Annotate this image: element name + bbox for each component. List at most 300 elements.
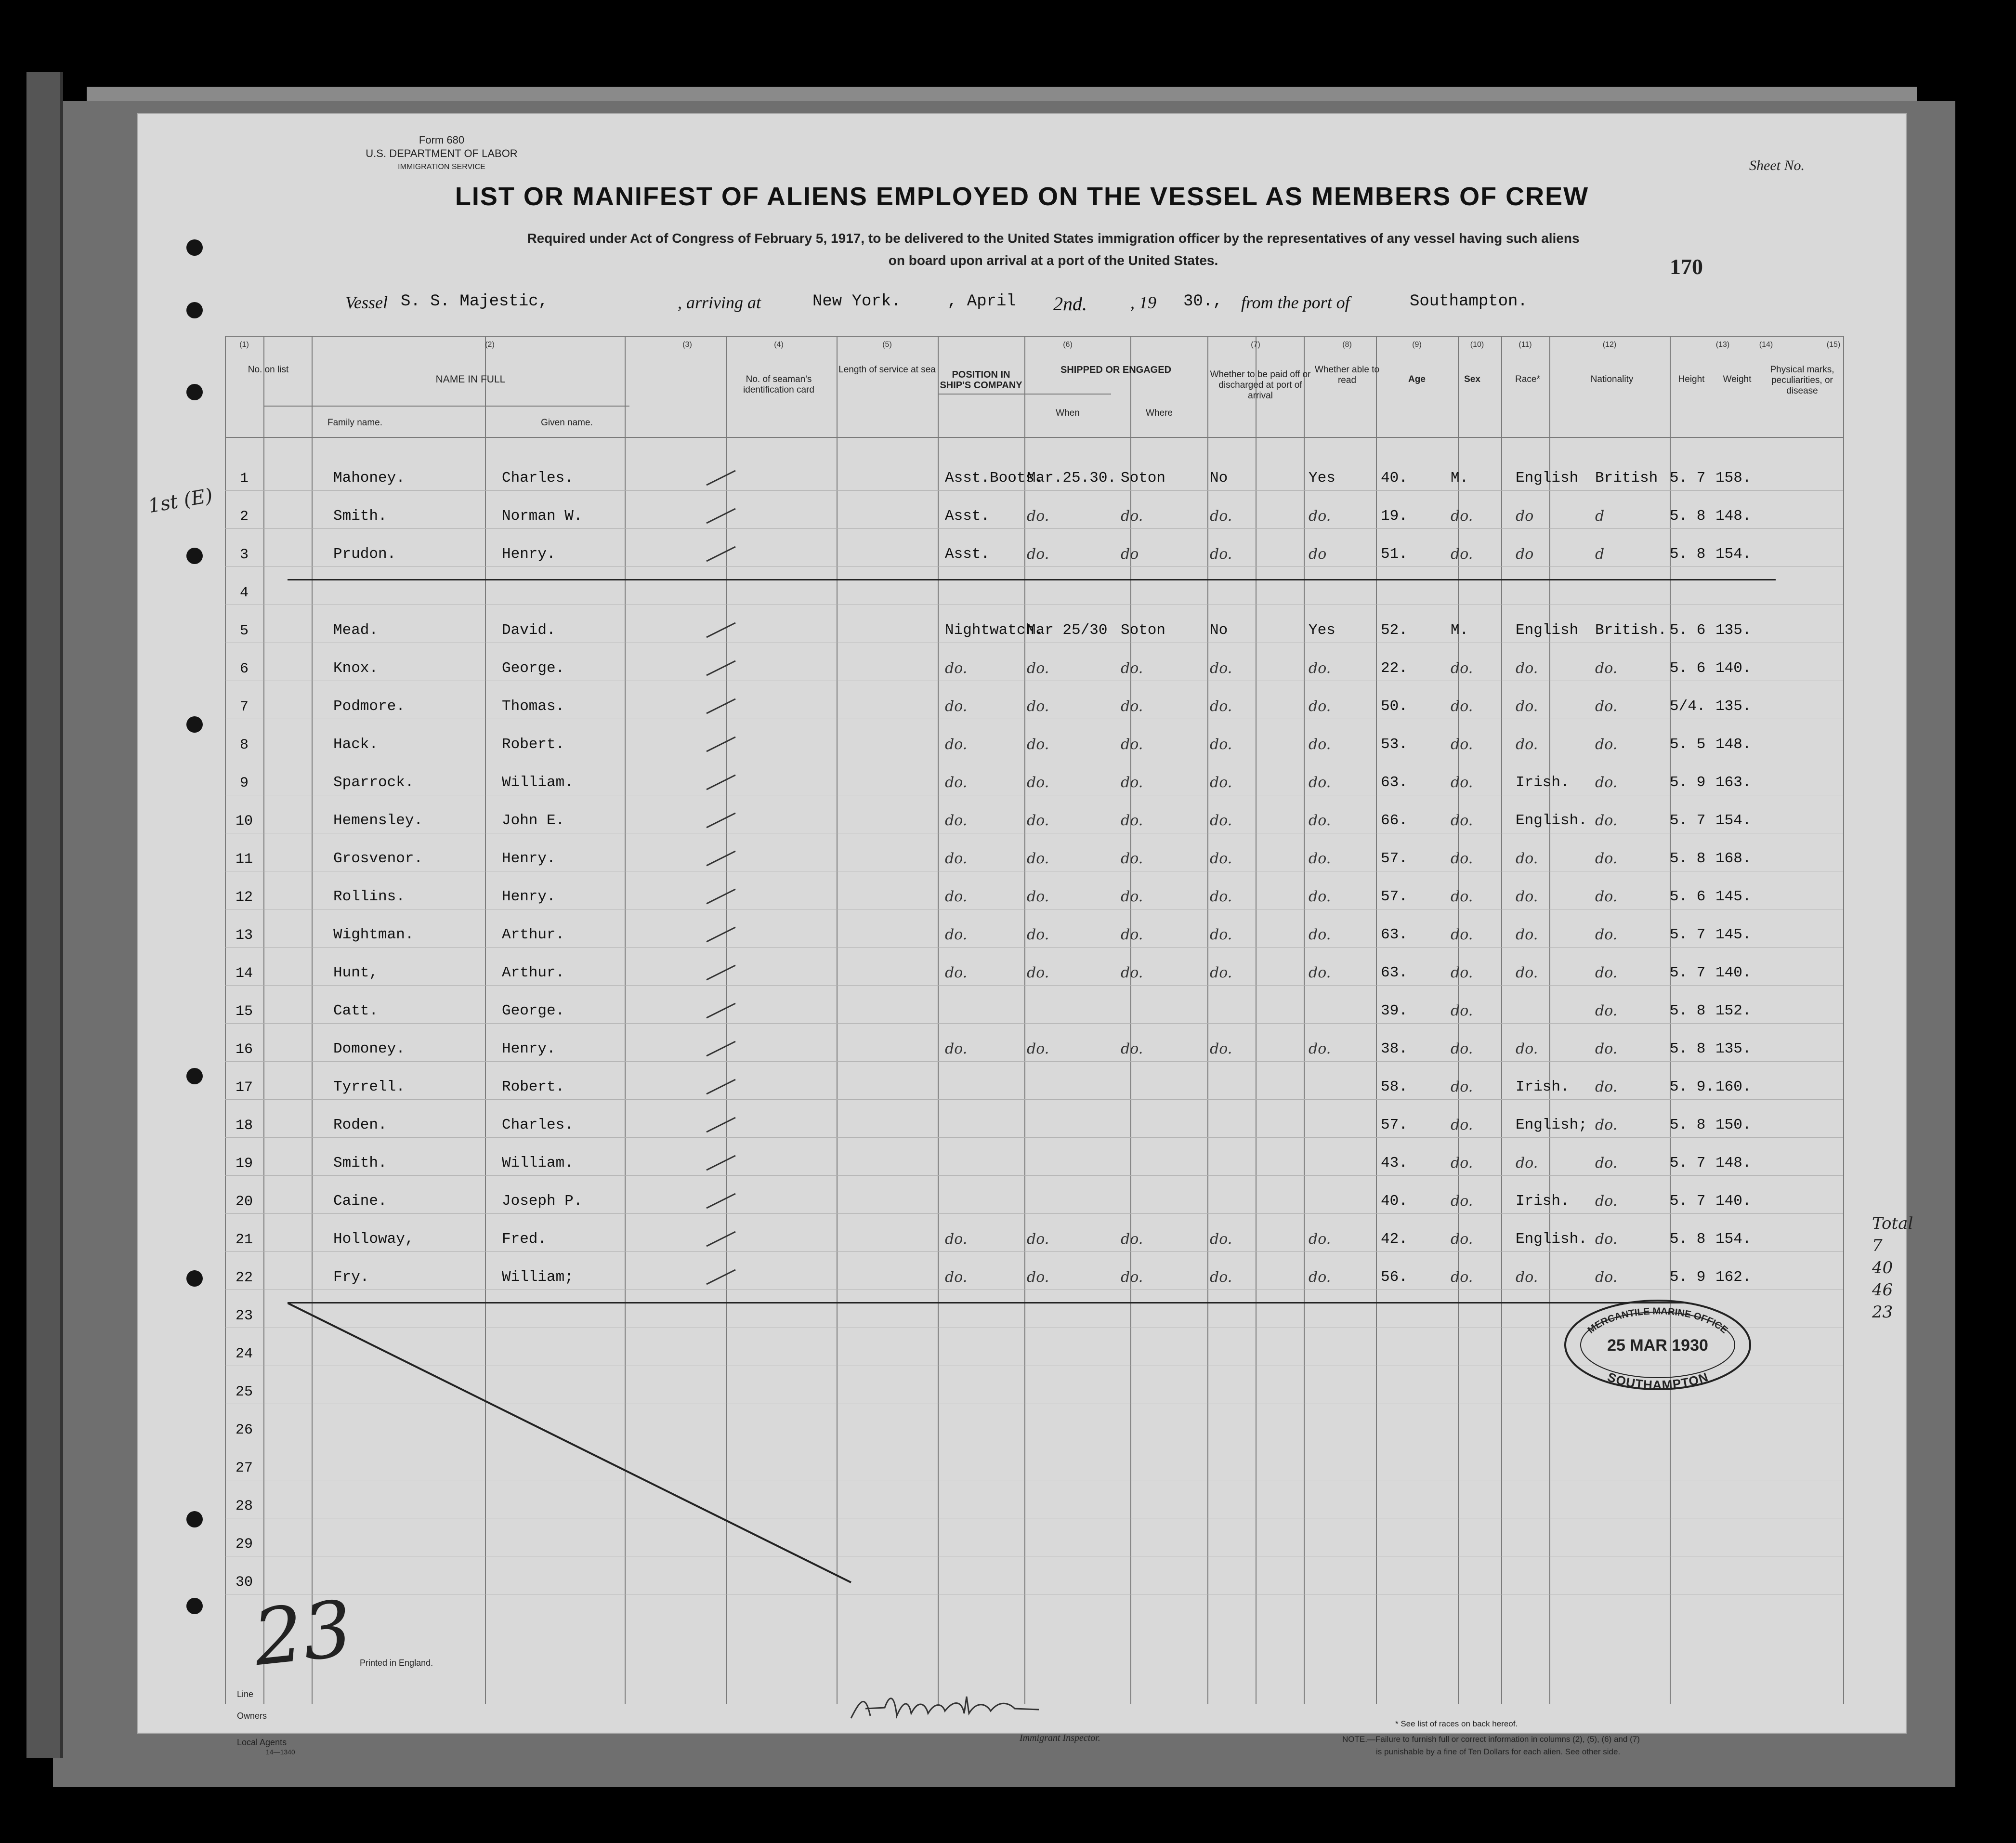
cell-when: do. — [1027, 1040, 1049, 1057]
row-number: 15 — [235, 1003, 253, 1020]
cell-given: Charles. — [502, 1117, 574, 1133]
check-mark — [707, 927, 735, 942]
cell-paid: do. — [1210, 888, 1232, 905]
right-margin-tally — [1872, 1212, 1913, 1323]
cell-weight: 140. — [1715, 660, 1752, 677]
punch-hole — [186, 1270, 203, 1287]
crew-table — [225, 336, 1843, 1704]
cell-given: Joseph P. — [502, 1193, 583, 1210]
column-rule — [1670, 336, 1671, 1704]
column-rule — [1843, 336, 1844, 1704]
cell-nat: do. — [1595, 964, 1618, 981]
cell-family: Sparrock. — [333, 774, 414, 791]
cell-pos: do. — [945, 736, 968, 753]
cell-given: Arthur. — [502, 926, 565, 943]
cell-nat: do. — [1595, 1040, 1618, 1057]
tally-value: 23 — [1872, 1303, 1893, 1322]
form-reference: 14—1340 — [266, 1748, 295, 1756]
header-race: Race* — [1515, 374, 1540, 384]
header-length-service: Length of service at sea — [838, 365, 936, 375]
column-number: (14) — [1759, 341, 1773, 349]
column-number: (4) — [774, 341, 784, 349]
stamp-top-text: MERCANTILE MARINE OFFICE — [1585, 1306, 1730, 1336]
header-paid-off: Whether to be paid off or discharged at port of arrival — [1210, 369, 1311, 401]
cell-given: Norman W. — [502, 508, 583, 525]
cell-pos: Asst.Boots. — [945, 470, 1044, 487]
cell-family: Prudon. — [333, 546, 396, 563]
check-mark — [707, 1156, 735, 1170]
check-mark — [707, 851, 735, 866]
column-rule — [225, 336, 226, 1704]
cell-when: Mar.25.30. — [1027, 470, 1117, 487]
cell-weight: 154. — [1715, 1231, 1752, 1248]
check-mark — [707, 547, 735, 561]
row-rule — [225, 528, 1843, 529]
cell-family: Rollins. — [333, 888, 405, 905]
cell-weight: 135. — [1715, 622, 1752, 639]
cell-sex: do. — [1451, 1079, 1473, 1095]
column-rule — [263, 336, 264, 1704]
cell-weight: 168. — [1715, 850, 1752, 867]
cell-age: 39. — [1381, 1002, 1408, 1019]
row-rule — [225, 1023, 1843, 1024]
row-number: 3 — [239, 547, 249, 563]
row-number: 1 — [239, 471, 249, 487]
row-number: 21 — [235, 1232, 253, 1248]
check-mark — [707, 509, 735, 523]
cell-height: 5. 7 — [1670, 964, 1706, 981]
cell-where: do. — [1121, 1269, 1143, 1286]
departure-port: Southampton. — [1410, 292, 1528, 311]
cell-pos: do. — [945, 1231, 968, 1248]
cell-race: do. — [1516, 1155, 1538, 1172]
cell-race: do. — [1516, 888, 1538, 905]
row-rule — [225, 1137, 1843, 1138]
cell-nat: d — [1595, 508, 1605, 525]
cell-paid: do. — [1210, 926, 1232, 943]
cell-height: 5. 8 — [1670, 1002, 1706, 1019]
cell-nat: do. — [1595, 850, 1618, 867]
row-number: 12 — [235, 889, 253, 906]
cell-pos: do. — [945, 1040, 968, 1057]
cell-age: 63. — [1381, 926, 1408, 943]
cell-age: 38. — [1381, 1040, 1408, 1057]
cell-family: Caine. — [333, 1193, 387, 1210]
cell-race: do. — [1516, 964, 1538, 981]
handwritten-total: 23 — [249, 1583, 356, 1684]
cell-read: Yes — [1309, 622, 1335, 639]
column-rule — [1256, 336, 1257, 1704]
cell-weight: 135. — [1715, 698, 1752, 715]
row-rule — [225, 947, 1843, 948]
column-number: (15) — [1826, 341, 1841, 349]
cell-weight: 148. — [1715, 508, 1752, 525]
cell-sex: do. — [1451, 1117, 1473, 1133]
column-rule — [1501, 336, 1502, 1704]
cell-read: do. — [1309, 812, 1331, 829]
cell-sex: do. — [1451, 736, 1473, 753]
row-number: 13 — [235, 927, 253, 944]
header-given-name: Given name. — [541, 418, 593, 428]
cell-pos: do. — [945, 698, 968, 715]
cell-given: John E. — [502, 812, 565, 829]
header-when: When — [1056, 408, 1080, 418]
races-footnote: * See list of races on back hereof. — [1395, 1719, 1518, 1728]
cell-weight: 154. — [1715, 812, 1752, 829]
cell-read: do. — [1309, 1040, 1331, 1057]
cell-family: Grosvenor. — [333, 850, 423, 867]
cell-when: do. — [1027, 774, 1049, 791]
cell-family: Smith. — [333, 1155, 387, 1172]
row-number: 23 — [235, 1308, 253, 1324]
cell-family: Wightman. — [333, 926, 414, 943]
cell-height: 5. 8 — [1670, 1117, 1706, 1133]
header-height: Height — [1678, 374, 1705, 384]
cell-age: 42. — [1381, 1231, 1408, 1248]
cell-read: do. — [1309, 774, 1331, 791]
cell-sex: do. — [1451, 508, 1473, 525]
cell-pos: do. — [945, 660, 968, 677]
cell-sex: do. — [1451, 964, 1473, 981]
column-number: (13) — [1715, 341, 1730, 349]
cell-race: English; — [1516, 1117, 1587, 1133]
cell-age: 52. — [1381, 622, 1408, 639]
cell-pos: Asst. — [945, 546, 990, 563]
cell-height: 5. 6 — [1670, 888, 1706, 905]
column-number: (2) — [485, 341, 495, 349]
cell-read: do — [1309, 546, 1327, 563]
header-position: POSITION IN SHIP'S COMPANY — [940, 369, 1022, 391]
from-port-label: from the port of — [1241, 293, 1350, 312]
cell-read: do. — [1309, 964, 1331, 981]
cell-age: 63. — [1381, 774, 1408, 791]
check-mark — [707, 1194, 735, 1208]
row-number: 7 — [239, 699, 249, 715]
document-title: LIST OR MANIFEST OF ALIENS EMPLOYED ON THE VESSEL AS MEMBERS OF CREW — [455, 182, 1589, 211]
check-mark — [707, 1232, 735, 1246]
cell-race: English. — [1516, 1231, 1587, 1248]
column-number: (7) — [1251, 341, 1260, 349]
cell-read: do. — [1309, 1269, 1331, 1286]
cell-race: do. — [1516, 1040, 1538, 1057]
check-mark — [707, 661, 735, 675]
cell-height: 5. 5 — [1670, 736, 1706, 753]
cell-height: 5/4. — [1670, 698, 1706, 715]
cell-given: Henry. — [502, 1040, 556, 1057]
cell-height: 5. 6 — [1670, 660, 1706, 677]
check-mark — [707, 965, 735, 980]
cell-where: do. — [1121, 1040, 1143, 1057]
cell-race: English — [1516, 622, 1579, 639]
check-marks — [702, 461, 808, 1317]
cell-sex: M. — [1451, 622, 1469, 639]
cell-nat: do. — [1595, 1002, 1618, 1019]
cell-when: do. — [1027, 736, 1049, 753]
cell-height: 5. 8 — [1670, 1231, 1706, 1248]
printed-in-england: Printed in England. — [360, 1658, 433, 1668]
form-identification — [340, 133, 543, 174]
cell-read: Yes — [1309, 470, 1335, 487]
cell-age: 57. — [1381, 1117, 1408, 1133]
cell-height: 5. 7 — [1670, 926, 1706, 943]
cell-height: 5. 8 — [1670, 1040, 1706, 1057]
inspector-label: Immigrant Inspector. — [1020, 1733, 1100, 1743]
cell-when: do. — [1027, 660, 1049, 677]
cell-given: Henry. — [502, 546, 556, 563]
cell-where: do. — [1121, 926, 1143, 943]
cell-paid: do. — [1210, 1269, 1232, 1286]
cell-given: George. — [502, 1002, 565, 1019]
row-number: 4 — [239, 585, 249, 601]
row-rule — [225, 985, 1843, 986]
cell-sex: do. — [1451, 660, 1473, 677]
cell-given: Robert. — [502, 1079, 565, 1095]
cell-nat: d — [1595, 546, 1605, 563]
column-rule — [1458, 336, 1459, 1704]
cell-paid: do. — [1210, 850, 1232, 867]
cell-race: Irish. — [1516, 1193, 1570, 1210]
column-number: (6) — [1063, 341, 1073, 349]
row-rule — [225, 1061, 1843, 1062]
cell-family: Fry. — [333, 1269, 369, 1286]
stamp-bottom-text: SOUTHAMPTON — [1605, 1369, 1710, 1393]
cell-when: do. — [1027, 926, 1049, 943]
cell-height: 5. 6 — [1670, 622, 1706, 639]
row-number: 25 — [235, 1384, 253, 1400]
cell-paid: do. — [1210, 546, 1232, 563]
cell-nat: do. — [1595, 660, 1618, 677]
row-rule — [225, 490, 1843, 491]
cell-sex: do. — [1451, 1269, 1473, 1286]
cell-weight: 160. — [1715, 1079, 1752, 1095]
department-name: U.S. DEPARTMENT OF LABOR — [366, 147, 518, 159]
row-number: 18 — [235, 1118, 253, 1134]
cell-given: Robert. — [502, 736, 565, 753]
cell-height: 5. 8 — [1670, 508, 1706, 525]
cell-given: William; — [502, 1269, 574, 1286]
cell-given: Arthur. — [502, 964, 565, 981]
mercantile-marine-office-stamp — [1561, 1297, 1754, 1393]
cell-when: do. — [1027, 812, 1049, 829]
cell-weight: 148. — [1715, 1155, 1752, 1172]
column-rule — [1130, 336, 1131, 1704]
row-number: 8 — [239, 737, 249, 753]
vessel-label: Vessel — [345, 293, 388, 312]
cell-weight: 145. — [1715, 888, 1752, 905]
cell-when: do. — [1027, 546, 1049, 563]
cell-family: Domoney. — [333, 1040, 405, 1057]
cell-where: Soton — [1121, 622, 1166, 639]
cell-family: Hemensley. — [333, 812, 423, 829]
row-number: 5 — [239, 623, 249, 639]
cell-age: 57. — [1381, 850, 1408, 867]
header-physical-marks: Physical marks, peculiarities, or disease — [1770, 365, 1834, 396]
cell-weight: 162. — [1715, 1269, 1752, 1286]
cell-age: 22. — [1381, 660, 1408, 677]
check-mark — [707, 889, 735, 904]
cell-family: Mead. — [333, 622, 379, 639]
cell-weight: 163. — [1715, 774, 1752, 791]
cell-race: do — [1516, 546, 1534, 563]
cell-height: 5. 7 — [1670, 470, 1706, 487]
check-mark — [707, 775, 735, 790]
cell-nat: do. — [1595, 1079, 1618, 1095]
cell-read: do. — [1309, 698, 1331, 715]
header-where: Where — [1146, 408, 1173, 418]
column-rule — [1207, 336, 1208, 1704]
inspector-signature — [846, 1689, 1048, 1728]
cell-sex: do. — [1451, 774, 1473, 791]
cell-read: do. — [1309, 508, 1331, 525]
tally-value: 7 — [1872, 1236, 1883, 1255]
cell-family: Podmore. — [333, 698, 405, 715]
cell-paid: do. — [1210, 1040, 1232, 1057]
cell-age: 40. — [1381, 1193, 1408, 1210]
cell-pos: do. — [945, 888, 968, 905]
cell-paid: do. — [1210, 660, 1232, 677]
cell-read: do. — [1309, 736, 1331, 753]
row-rule — [225, 566, 1843, 567]
cell-weight: 158. — [1715, 470, 1752, 487]
check-mark — [707, 1079, 735, 1094]
local-agents-label: Local Agents — [237, 1738, 287, 1747]
header-no-on-list: No. on list — [248, 365, 289, 375]
cell-age: 50. — [1381, 698, 1408, 715]
row-number: 29 — [235, 1536, 253, 1553]
row-number: 22 — [235, 1270, 253, 1286]
shipped-subheader-rule — [938, 394, 1111, 395]
cell-nat: do. — [1595, 736, 1618, 753]
cell-given: Henry. — [502, 888, 556, 905]
cell-paid: No — [1210, 622, 1228, 639]
cell-paid: do. — [1210, 812, 1232, 829]
unused-rows-strike — [288, 1303, 1010, 1640]
cell-weight: 140. — [1715, 1193, 1752, 1210]
cell-given: David. — [502, 622, 556, 639]
cell-nat: do. — [1595, 698, 1618, 715]
penalty-note-line-1: NOTE.—Failure to furnish full or correct information in columns (2), (5), (6) and (7) — [1342, 1735, 1640, 1744]
cell-where: do. — [1121, 888, 1143, 905]
cell-nat: do. — [1595, 1117, 1618, 1133]
manifest-number: 170 — [1670, 254, 1703, 279]
cell-where: do. — [1121, 964, 1143, 981]
cell-race: Irish. — [1516, 774, 1570, 791]
row-rule — [225, 1099, 1843, 1100]
cell-read: do. — [1309, 660, 1331, 677]
cell-nat: do. — [1595, 812, 1618, 829]
cell-height: 5. 9 — [1670, 1269, 1706, 1286]
svg-text:MERCANTILE MARINE OFFICE — [1586, 1306, 1730, 1336]
name-subheader-rule — [263, 406, 629, 407]
cell-nat: do. — [1595, 926, 1618, 943]
cell-age: 43. — [1381, 1155, 1408, 1172]
cell-given: Thomas. — [502, 698, 565, 715]
cell-nat: do. — [1595, 1193, 1618, 1210]
row-number: 27 — [235, 1460, 253, 1476]
cell-pos: do. — [945, 1269, 968, 1286]
column-rule — [1304, 336, 1305, 1704]
cell-height: 5. 7 — [1670, 1193, 1706, 1210]
cell-given: William. — [502, 774, 574, 791]
cell-height: 5. 8 — [1670, 546, 1706, 563]
section-rule — [288, 579, 1776, 580]
document-subtitle — [355, 227, 1752, 272]
tally-value: 40 — [1872, 1258, 1893, 1277]
cell-weight: 145. — [1715, 926, 1752, 943]
row-number: 20 — [235, 1194, 253, 1210]
cell-when: Mar 25/30 — [1027, 622, 1108, 639]
cell-nat: do. — [1595, 1231, 1618, 1248]
cell-paid: do. — [1210, 1231, 1232, 1248]
cell-weight: 150. — [1715, 1117, 1752, 1133]
header-sex: Sex — [1464, 374, 1480, 384]
cell-family: Knox. — [333, 660, 379, 677]
cell-age: 19. — [1381, 508, 1408, 525]
row-number: 17 — [235, 1079, 253, 1096]
cell-where: do. — [1121, 850, 1143, 867]
cell-when: do. — [1027, 888, 1049, 905]
check-mark — [707, 471, 735, 485]
cell-given: Henry. — [502, 850, 556, 867]
column-rule — [1376, 336, 1377, 1704]
header-able-to-read: Whether able to read — [1314, 365, 1380, 385]
line-label: Line — [237, 1689, 254, 1699]
owners-label: Owners — [237, 1711, 267, 1721]
header-shipped-engaged: SHIPPED OR ENGAGED — [1060, 365, 1172, 375]
cell-sex: do. — [1451, 888, 1473, 905]
cell-family: Tyrrell. — [333, 1079, 405, 1095]
cell-age: 40. — [1381, 470, 1408, 487]
column-number: (1) — [239, 341, 249, 349]
cell-paid: do. — [1210, 698, 1232, 715]
cell-pos: do. — [945, 926, 968, 943]
row-number: 6 — [239, 661, 249, 677]
header-bottom-rule — [225, 437, 1843, 438]
form-number: Form 680 — [419, 134, 465, 146]
cell-weight: 140. — [1715, 964, 1752, 981]
header-weight: Weight — [1723, 374, 1752, 384]
row-number: 28 — [235, 1498, 253, 1514]
cell-given: George. — [502, 660, 565, 677]
cell-where: do. — [1121, 508, 1143, 525]
cell-sex: do. — [1451, 1193, 1473, 1210]
cell-weight: 152. — [1715, 1002, 1752, 1019]
cell-family: Mahoney. — [333, 470, 405, 487]
arriving-label: , arriving at — [678, 293, 761, 312]
cell-height: 5. 7 — [1670, 1155, 1706, 1172]
column-number: (12) — [1602, 341, 1617, 349]
cell-age: 66. — [1381, 812, 1408, 829]
punch-hole — [186, 716, 203, 733]
column-number: (8) — [1342, 341, 1352, 349]
cell-paid: No — [1210, 470, 1228, 487]
cell-where: do. — [1121, 698, 1143, 715]
row-rule — [225, 1251, 1843, 1252]
cell-race: do. — [1516, 1269, 1538, 1286]
cell-family: Roden. — [333, 1117, 387, 1133]
cell-sex: M. — [1451, 470, 1469, 487]
cell-given: William. — [502, 1155, 574, 1172]
cell-paid: do. — [1210, 774, 1232, 791]
check-mark — [707, 1118, 735, 1132]
cell-height: 5. 9. — [1670, 1079, 1715, 1095]
cell-sex: do. — [1451, 812, 1473, 829]
cell-pos: do. — [945, 850, 968, 867]
column-number: (3) — [682, 341, 692, 349]
row-number: 14 — [235, 965, 253, 982]
check-mark — [707, 1003, 735, 1018]
sheet-number-label: Sheet No. — [1749, 158, 1805, 173]
